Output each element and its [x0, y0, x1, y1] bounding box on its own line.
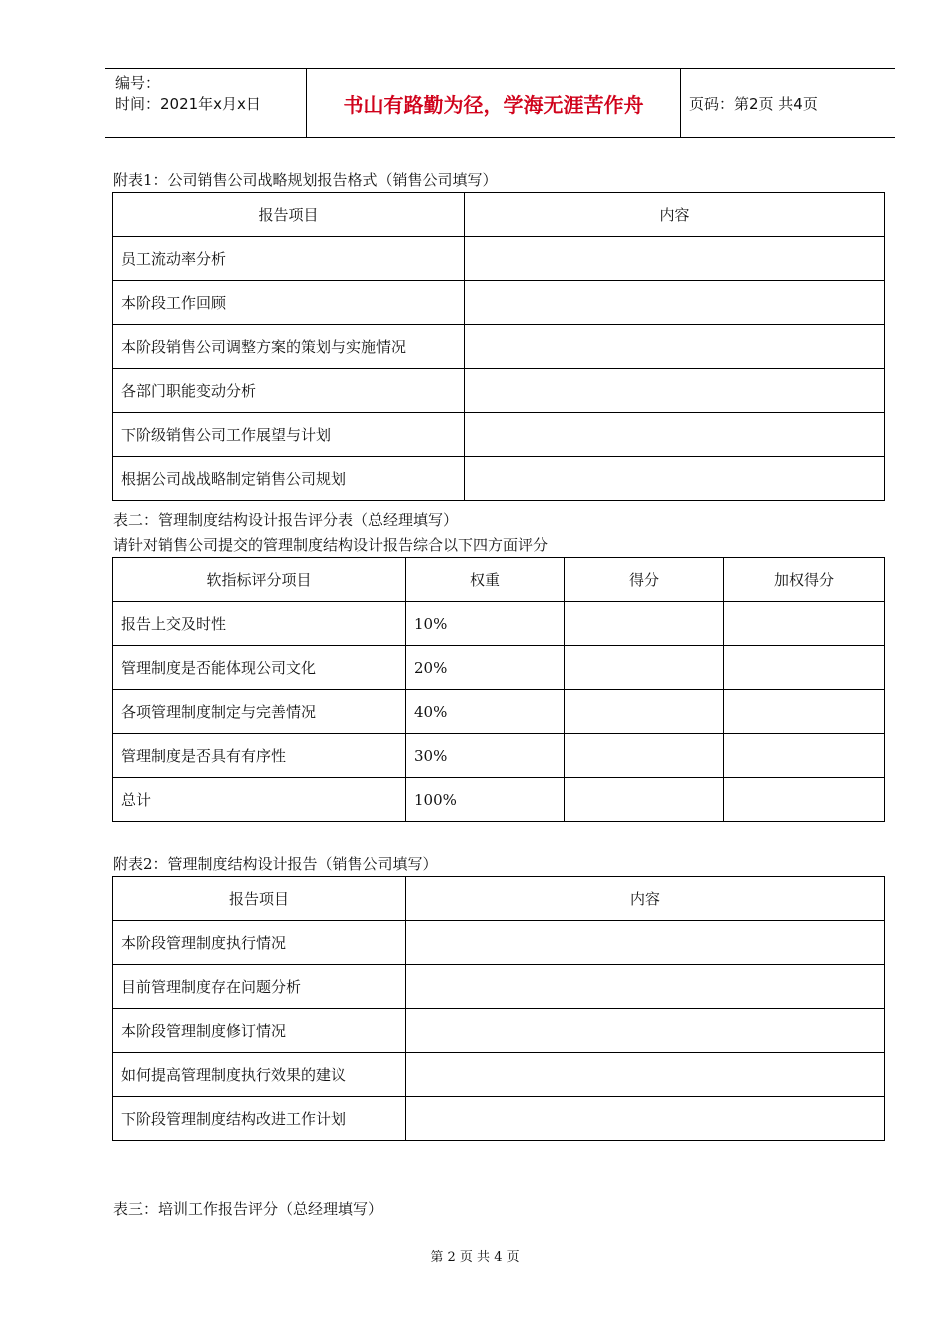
column-header: 得分	[565, 558, 724, 602]
score-cell[interactable]	[565, 646, 724, 690]
table2-scoring	[112, 557, 885, 822]
score-cell[interactable]	[565, 602, 724, 646]
table1-caption: 附表1：公司销售公司战略规划报告格式（销售公司填写）	[113, 171, 498, 189]
weight-cell: 20%	[406, 646, 565, 690]
row-label: 各项管理制度制定与完善情况	[113, 690, 406, 734]
table-row	[113, 1009, 885, 1053]
table2-caption: 表二：管理制度结构设计报告评分表（总经理填写）	[113, 511, 459, 529]
column-header: 内容	[406, 877, 885, 921]
row-label: 各部门职能变动分析	[113, 369, 465, 413]
row-label: 本阶段管理制度执行情况	[113, 921, 406, 965]
weighted-score-cell[interactable]	[724, 734, 885, 778]
table1-strategy-report	[112, 192, 885, 501]
table3-caption: 附表2：管理制度结构设计报告（销售公司填写）	[113, 855, 438, 873]
weighted-score-cell[interactable]	[724, 778, 885, 822]
column-header: 权重	[406, 558, 565, 602]
table-header-row	[113, 558, 885, 602]
row-label: 下阶级销售公司工作展望与计划	[113, 413, 465, 457]
table2-subcaption: 请针对销售公司提交的管理制度结构设计报告综合以下四方面评分	[113, 536, 549, 554]
document-time-label: 时间：2021年x月x日	[115, 95, 261, 113]
row-label: 本阶段销售公司调整方案的策划与实施情况	[113, 325, 465, 369]
weighted-score-cell[interactable]	[724, 602, 885, 646]
column-header: 软指标评分项目	[113, 558, 406, 602]
column-header: 内容	[465, 193, 885, 237]
row-label: 根据公司战战略制定销售公司规划	[113, 457, 465, 501]
content-cell[interactable]	[465, 281, 885, 325]
weight-cell: 100%	[406, 778, 565, 822]
table-row	[113, 690, 885, 734]
table-row	[113, 921, 885, 965]
table-row	[113, 457, 885, 501]
column-header: 报告项目	[113, 877, 406, 921]
weighted-score-cell[interactable]	[724, 646, 885, 690]
column-header: 报告项目	[113, 193, 465, 237]
row-label: 本阶段工作回顾	[113, 281, 465, 325]
table-row	[113, 1097, 885, 1141]
page-header	[105, 68, 895, 138]
column-header: 加权得分	[724, 558, 885, 602]
table-row	[113, 778, 885, 822]
weight-cell: 10%	[406, 602, 565, 646]
row-label: 下阶段管理制度结构改进工作计划	[113, 1097, 406, 1141]
table3-structure-report	[112, 876, 885, 1141]
document-number-label: 编号：	[115, 74, 161, 92]
table4-caption: 表三：培训工作报告评分（总经理填写）	[113, 1200, 384, 1218]
row-label: 总计	[113, 778, 406, 822]
row-label: 管理制度是否能体现公司文化	[113, 646, 406, 690]
content-cell[interactable]	[465, 457, 885, 501]
content-cell[interactable]	[406, 1009, 885, 1053]
content-cell[interactable]	[406, 921, 885, 965]
score-cell[interactable]	[565, 690, 724, 734]
table-row	[113, 237, 885, 281]
table-row	[113, 281, 885, 325]
table-header-row	[113, 877, 885, 921]
table-row	[113, 965, 885, 1009]
table-header-row	[113, 193, 885, 237]
row-label: 报告上交及时性	[113, 602, 406, 646]
page-footer: 第 2 页 共 4 页	[430, 1250, 520, 1265]
content-cell[interactable]	[406, 965, 885, 1009]
content-cell[interactable]	[406, 1097, 885, 1141]
weight-cell: 30%	[406, 734, 565, 778]
score-cell[interactable]	[565, 778, 724, 822]
header-motto: 书山有路勤为径，学海无涯苦作舟	[307, 69, 681, 137]
table-row	[113, 325, 885, 369]
row-label: 员工流动率分析	[113, 237, 465, 281]
row-label: 本阶段管理制度修订情况	[113, 1009, 406, 1053]
table-row	[113, 1053, 885, 1097]
content-cell[interactable]	[465, 413, 885, 457]
table-row	[113, 369, 885, 413]
header-meta	[105, 69, 307, 137]
row-label: 如何提高管理制度执行效果的建议	[113, 1053, 406, 1097]
weighted-score-cell[interactable]	[724, 690, 885, 734]
content-cell[interactable]	[406, 1053, 885, 1097]
table-row	[113, 413, 885, 457]
content-cell[interactable]	[465, 325, 885, 369]
table-row	[113, 646, 885, 690]
weight-cell: 40%	[406, 690, 565, 734]
table-row	[113, 734, 885, 778]
table-row	[113, 602, 885, 646]
content-cell[interactable]	[465, 369, 885, 413]
score-cell[interactable]	[565, 734, 724, 778]
content-cell[interactable]	[465, 237, 885, 281]
header-page-label: 页码：第2页 共4页	[689, 94, 818, 113]
row-label: 管理制度是否具有有序性	[113, 734, 406, 778]
row-label: 目前管理制度存在问题分析	[113, 965, 406, 1009]
